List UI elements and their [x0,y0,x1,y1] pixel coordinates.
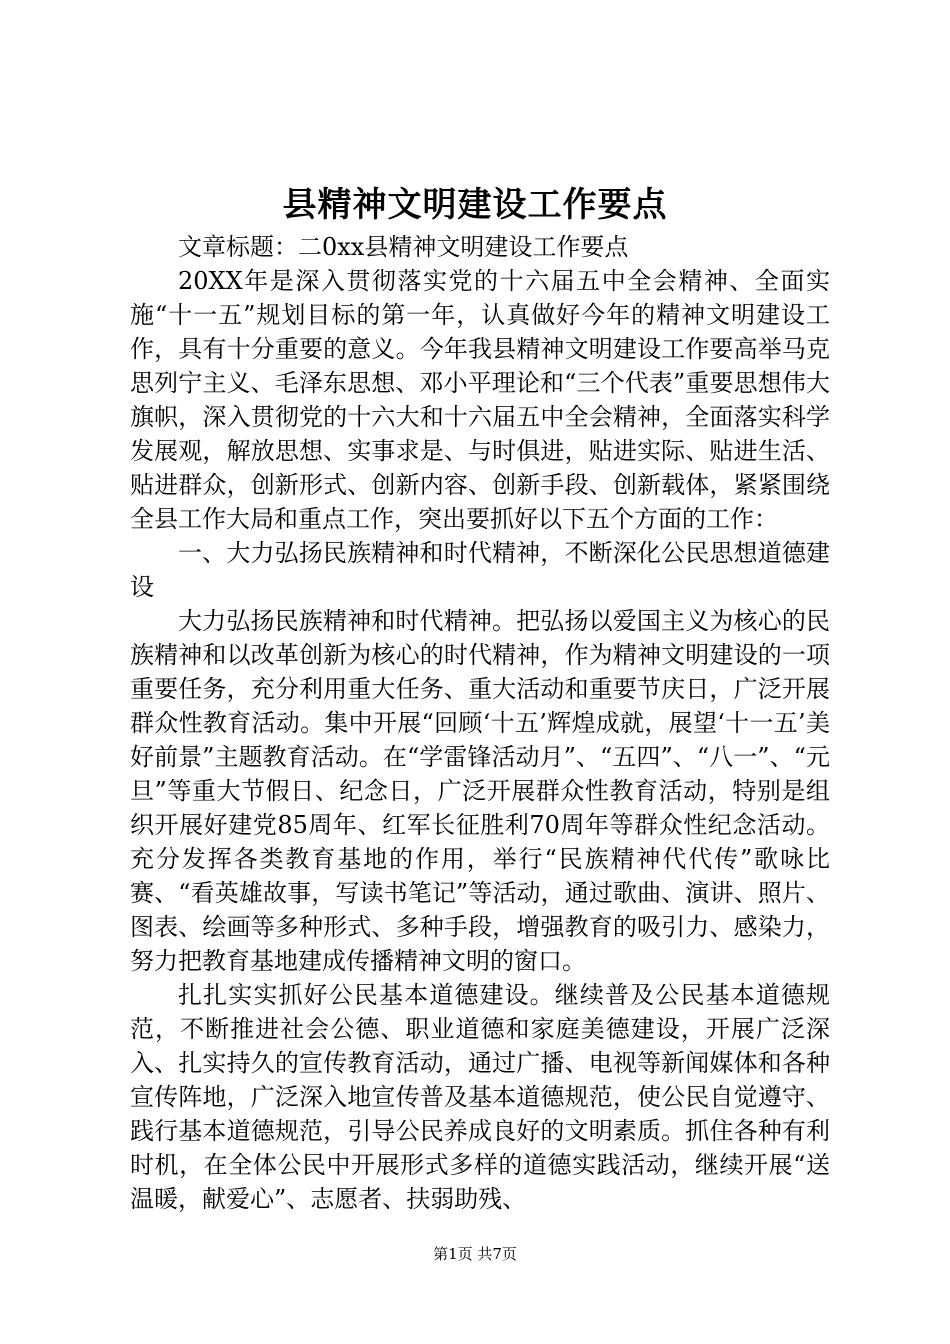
page-number: 第1页 共7页 [433,1245,517,1263]
article-title-line: 文章标题：二0xx县精神文明建设工作要点 [178,233,629,261]
paragraph-moral-construction: 扎扎实实抓好公民基本道德建设。继续普及公民基本道德规范，不断推进社会公德、职业道德和家庭美德建设，开展广泛深入、扎实持久的宣传教育活动，通过广播、电视等新闻媒体和各种宣传阵地，广泛深入地宣传普及基本道德规范，使公民自觉遵守、践行基本道德规范，引导公民养成良好的文明素质。抓住各种有利时机，在全体公民中开展形式多样的道德实践活动，继续开展“送温暖，献爱心”、志愿者、扶弱助残、 [130,981,830,1213]
paragraph-intro: 20XX年是深入贯彻落实党的十六届五中全会精神、全面实施“十一五”规划目标的第一年，认真做好今年的精神文明建设工作，具有十分重要的意义。今年我县精神文明建设工作要高举马克思列宁主义、毛泽东思想、邓小平理论和“三个代表”重要思想伟大旗帜，深入贯彻党的十六大和十六届五中全会精神，全面落实科学发展观，解放思想、实事求是、与时俱进，贴进实际、贴进生活、贴进群众，创新形式、创新内容、创新手段、创新载体，紧紧围绕全县工作大局和重点工作，突出要抓好以下五个方面的工作： [130,267,830,533]
paragraph-national-spirit: 大力弘扬民族精神和时代精神。把弘扬以爱国主义为核心的民族精神和以改革创新为核心的时代精神，作为精神文明建设的一项重要任务，充分利用重大任务、重大活动和重要节庆日，广泛开展群众性教育活动。集中开展“回顾‘十五’辉煌成就，展望‘十一五’美好前景”主题教育活动。在“学雷锋活动月”、“五四”、“八一”、“元旦”等重大节假日、纪念日，广泛开展群众性教育活动，特别是组织开展好建党85周年、红军长征胜利70周年等群众性纪念活动。充分发挥各类教育基地的作用，举行“民族精神代代传”歌咏比赛、“看英雄故事，写读书笔记”等活动，通过歌曲、演讲、照片、图表、绘画等多种形式、多种手段，增强教育的吸引力、感染力，努力把教育基地建成传播精神文明的窗口。 [130,607,830,975]
section-heading-1: 一、大力弘扬民族精神和时代精神，不断深化公民思想道德建设 [130,539,830,601]
document-title: 县精神文明建设工作要点 [282,185,668,225]
document-body [130,230,830,1216]
